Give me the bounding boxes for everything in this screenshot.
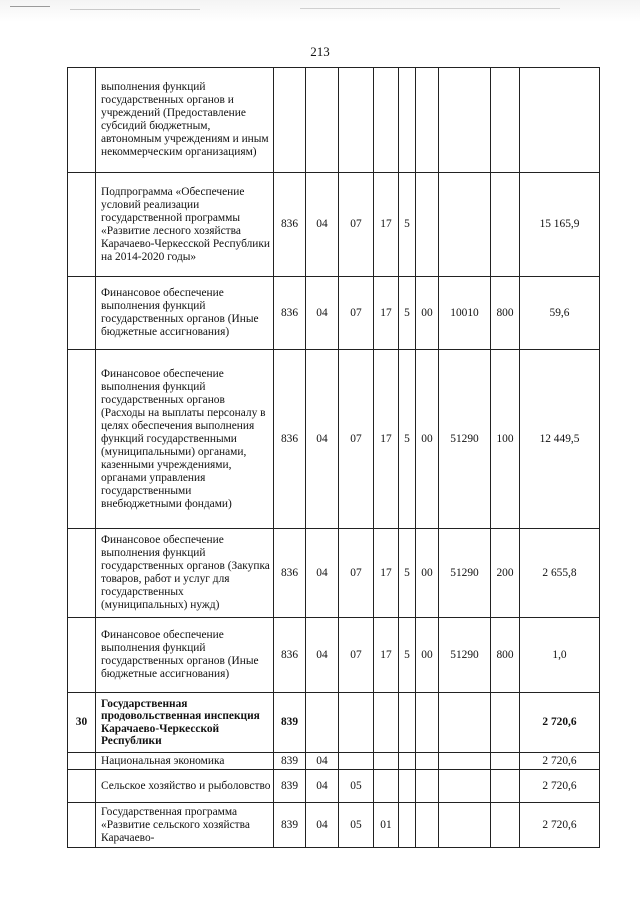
row-number: [68, 803, 96, 848]
code-event: [416, 770, 439, 803]
row-sum: [520, 68, 600, 173]
row-number: [68, 68, 96, 173]
code-event: [416, 753, 439, 770]
code-subprogram: 5: [399, 618, 416, 693]
code-program: [374, 68, 399, 173]
row-number: [68, 529, 96, 618]
row-sum: 59,6: [520, 277, 600, 350]
code-ministry: 836: [274, 173, 306, 277]
code-section: 04: [306, 803, 339, 848]
code-program: [374, 770, 399, 803]
code-subsection: 07: [339, 618, 374, 693]
row-sum: 2 720,6: [520, 770, 600, 803]
code-ministry: 836: [274, 277, 306, 350]
row-sum: 2 720,6: [520, 803, 600, 848]
row-name: Национальная экономика: [96, 753, 274, 770]
code-subprogram: 5: [399, 529, 416, 618]
code-direction: [439, 173, 491, 277]
budget-table: [67, 67, 600, 848]
row-name: Финансовое обеспечение выполнения функций государственных органов (Иные бюджетные ассигнования): [96, 618, 274, 693]
row-sum: 1,0: [520, 618, 600, 693]
table-row: [68, 618, 600, 693]
scan-edge: [0, 0, 640, 22]
row-name: выполнения функций государственных органов и учреждений (Предоставление субсидий бюджетным, автономным учреждениям и иным некоммерческим организациям): [96, 68, 274, 173]
code-subsection: 07: [339, 529, 374, 618]
row-name: Государственная программа «Развитие сельского хозяйства Карачаево-: [96, 803, 274, 848]
code-direction: [439, 803, 491, 848]
table-row: [68, 68, 600, 173]
code-event: [416, 693, 439, 753]
code-expense-type: 800: [491, 277, 520, 350]
code-direction: 51290: [439, 529, 491, 618]
code-ministry: 839: [274, 693, 306, 753]
row-sum: 2 655,8: [520, 529, 600, 618]
code-section: 04: [306, 277, 339, 350]
row-sum: 12 449,5: [520, 350, 600, 529]
code-expense-type: [491, 693, 520, 753]
code-direction: [439, 68, 491, 173]
code-program: 17: [374, 529, 399, 618]
code-program: 01: [374, 803, 399, 848]
code-subprogram: 5: [399, 173, 416, 277]
code-program: 17: [374, 277, 399, 350]
code-ministry: 839: [274, 753, 306, 770]
code-event: 00: [416, 350, 439, 529]
code-ministry: 839: [274, 770, 306, 803]
code-section: 04: [306, 770, 339, 803]
code-program: [374, 753, 399, 770]
table-row: [68, 753, 600, 770]
row-number: [68, 770, 96, 803]
code-program: 17: [374, 350, 399, 529]
code-section: 04: [306, 529, 339, 618]
code-program: 17: [374, 173, 399, 277]
code-expense-type: 200: [491, 529, 520, 618]
code-direction: [439, 693, 491, 753]
row-name: Финансовое обеспечение выполнения функций государственных органов (Расходы на выплаты персоналу в целях обеспечения выполнения функций государственными (муниципальными) органами, казенными учреждениями, органами управления государственными внебюджетными фондами): [96, 350, 274, 529]
row-name: Финансовое обеспечение выполнения функций государственных органов (Иные бюджетные ассигнования): [96, 277, 274, 350]
code-section: [306, 693, 339, 753]
code-direction: 51290: [439, 350, 491, 529]
page-number: 213: [310, 44, 330, 59]
code-ministry: 839: [274, 803, 306, 848]
code-subsection: 07: [339, 350, 374, 529]
row-name: Финансовое обеспечение выполнения функций государственных органов (Закупка товаров, работ и услуг для государственных (муниципальных) нужд): [96, 529, 274, 618]
code-event: [416, 803, 439, 848]
table-row: [68, 277, 600, 350]
code-subsection: 07: [339, 173, 374, 277]
code-event: [416, 68, 439, 173]
code-subprogram: [399, 770, 416, 803]
code-subprogram: [399, 803, 416, 848]
code-subsection: [339, 753, 374, 770]
code-expense-type: [491, 68, 520, 173]
row-sum: 15 165,9: [520, 173, 600, 277]
code-event: 00: [416, 529, 439, 618]
code-subsection: [339, 693, 374, 753]
code-subprogram: 5: [399, 277, 416, 350]
table-row: [68, 770, 600, 803]
code-subsection: 05: [339, 770, 374, 803]
code-expense-type: 100: [491, 350, 520, 529]
row-number: 30: [68, 693, 96, 753]
code-section: [306, 68, 339, 173]
row-number: [68, 753, 96, 770]
code-ministry: 836: [274, 350, 306, 529]
code-program: 17: [374, 618, 399, 693]
code-subprogram: [399, 68, 416, 173]
code-section: 04: [306, 350, 339, 529]
table-row: [68, 173, 600, 277]
code-direction: [439, 753, 491, 770]
code-subprogram: 5: [399, 350, 416, 529]
code-expense-type: [491, 770, 520, 803]
code-expense-type: 800: [491, 618, 520, 693]
code-direction: 10010: [439, 277, 491, 350]
code-section: 04: [306, 173, 339, 277]
row-name: Государственная продовольственная инспекция Карачаево-Черкесской Республики: [96, 693, 274, 753]
code-subprogram: [399, 693, 416, 753]
code-event: [416, 173, 439, 277]
code-subsection: [339, 68, 374, 173]
code-ministry: 836: [274, 618, 306, 693]
row-number: [68, 277, 96, 350]
row-sum: 2 720,6: [520, 693, 600, 753]
code-ministry: 836: [274, 529, 306, 618]
code-subsection: 05: [339, 803, 374, 848]
row-number: [68, 618, 96, 693]
table-row: [68, 693, 600, 753]
row-name: Сельское хозяйство и рыболовство: [96, 770, 274, 803]
row-sum: 2 720,6: [520, 753, 600, 770]
code-event: 00: [416, 277, 439, 350]
row-number: [68, 350, 96, 529]
table-row: [68, 529, 600, 618]
code-expense-type: [491, 173, 520, 277]
code-program: [374, 693, 399, 753]
code-subsection: 07: [339, 277, 374, 350]
code-direction: 51290: [439, 618, 491, 693]
code-subprogram: [399, 753, 416, 770]
row-name: Подпрограмма «Обеспечение условий реализации государственной программы «Развитие лесного хозяйства Карачаево-Черкесской Республики на 2014-2020 годы»: [96, 173, 274, 277]
code-ministry: [274, 68, 306, 173]
code-section: 04: [306, 753, 339, 770]
table-row: [68, 350, 600, 529]
code-direction: [439, 770, 491, 803]
table-row: [68, 803, 600, 848]
code-event: 00: [416, 618, 439, 693]
code-section: 04: [306, 618, 339, 693]
code-expense-type: [491, 803, 520, 848]
row-number: [68, 173, 96, 277]
code-expense-type: [491, 753, 520, 770]
